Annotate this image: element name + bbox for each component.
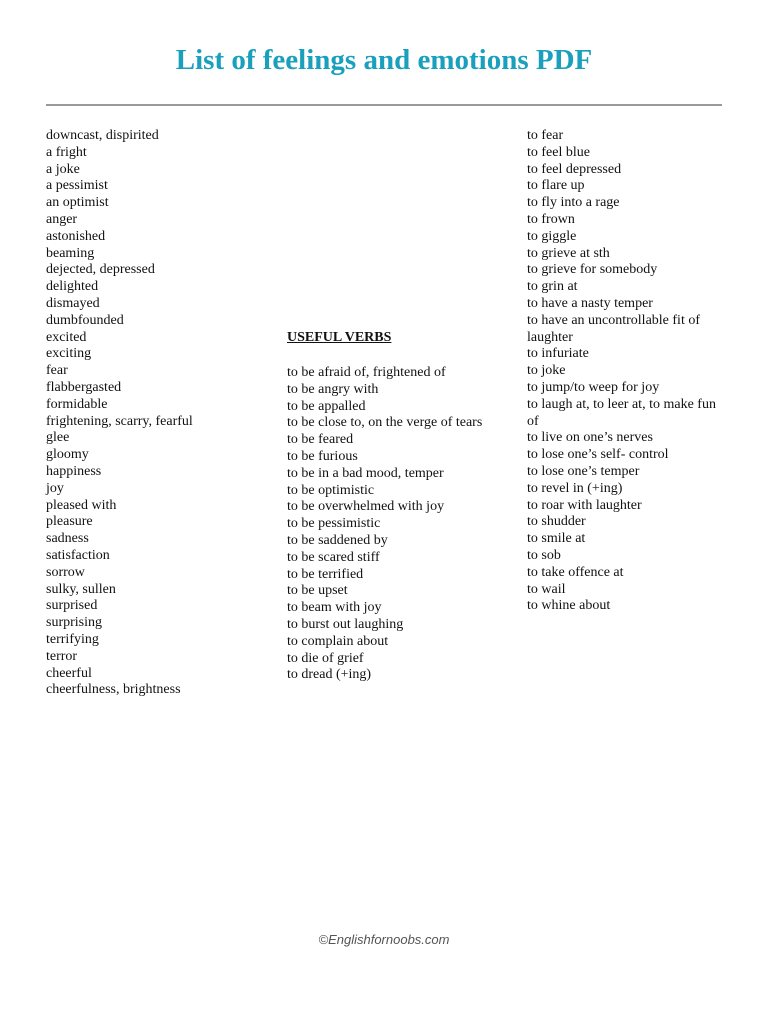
list-item: joy — [46, 480, 64, 496]
list-item: to be angry with — [287, 381, 379, 397]
feelings-list — [46, 128, 266, 699]
list-item: delighted — [46, 279, 99, 295]
list-item: to be afraid of, frightened of — [287, 365, 446, 380]
list-item: cheerfulness, brightness — [46, 682, 181, 698]
list-item: to lose one’s self- control — [527, 447, 669, 463]
list-item: to be saddened by — [287, 532, 388, 548]
list-item: glee — [46, 430, 70, 446]
list-item: to wail — [527, 581, 566, 597]
list-item: to grieve at sth — [527, 245, 610, 261]
list-item: an optimist — [46, 195, 109, 211]
title-divider — [46, 104, 722, 106]
list-item: to be terrified — [287, 566, 364, 582]
list-item: downcast, dispirited — [46, 128, 159, 143]
list-item: to have an uncontrollable fit of laughter — [527, 312, 700, 345]
list-item: to roar with laughter — [527, 497, 642, 513]
list-item: to laugh at, to leer at, to make fun of — [527, 396, 716, 429]
list-item: terror — [46, 648, 78, 664]
page-title: List of feelings and emotions PDF — [175, 44, 593, 76]
list-item: to take offence at — [527, 564, 624, 580]
list-item: to frown — [527, 211, 575, 227]
list-item: terrifying — [46, 631, 99, 647]
list-item: to be appalled — [287, 398, 366, 414]
list-item: cheerful — [46, 665, 92, 681]
list-item: dejected, depressed — [46, 262, 155, 278]
list-item: to be optimistic — [287, 482, 375, 498]
list-item: a joke — [46, 161, 80, 177]
list-item: beaming — [46, 245, 95, 261]
list-item: to dread (+ing) — [287, 667, 372, 683]
list-item: frightening, scarry, fearful — [46, 413, 193, 429]
list-item: surprised — [46, 598, 98, 614]
list-item: to fly into a rage — [527, 195, 620, 211]
list-item: to burst out laughing — [287, 616, 404, 632]
list-item: to feel depressed — [527, 161, 622, 177]
list-item: satisfaction — [46, 547, 110, 563]
list-item: to live on one’s nerves — [527, 430, 653, 446]
list-item: pleased with — [46, 497, 117, 513]
list-item: to joke — [527, 363, 566, 379]
verbs-list-continued — [527, 128, 727, 615]
list-item: formidable — [46, 396, 108, 412]
list-item: sadness — [46, 531, 89, 547]
list-item: sorrow — [46, 564, 85, 580]
list-item: to complain about — [287, 633, 389, 649]
list-item: gloomy — [46, 447, 89, 463]
list-item: to jump/to weep for joy — [527, 379, 660, 395]
list-item: a pessimist — [46, 178, 108, 194]
list-item: surprising — [46, 615, 102, 631]
list-item: to shudder — [527, 514, 586, 530]
copyright-footer: ©Englishfornoobs.com — [318, 932, 450, 947]
list-item: to be in a bad mood, temper — [287, 465, 444, 481]
list-item: to whine about — [527, 598, 611, 614]
list-item: exciting — [46, 346, 92, 362]
list-item: flabbergasted — [46, 379, 122, 395]
list-item: to infuriate — [527, 346, 589, 362]
list-item: to die of grief — [287, 650, 364, 666]
useful-verbs-list — [287, 365, 487, 684]
list-item: to be furious — [287, 448, 358, 464]
list-item: to beam with joy — [287, 600, 382, 616]
list-item: to smile at — [527, 531, 586, 547]
list-item: to be overwhelmed with joy — [287, 499, 445, 515]
list-item: a fright — [46, 144, 87, 160]
list-item: sulky, sullen — [46, 581, 116, 597]
list-item: to have a nasty temper — [527, 295, 653, 311]
list-item: astonished — [46, 228, 106, 244]
list-item: to be scared stiff — [287, 549, 380, 565]
list-item: dismayed — [46, 295, 100, 311]
list-item: to sob — [527, 547, 561, 563]
list-item: fear — [46, 363, 68, 379]
list-item: to be pessimistic — [287, 516, 381, 532]
list-item: to giggle — [527, 228, 577, 244]
list-item: excited — [46, 329, 87, 345]
list-item: to lose one’s temper — [527, 463, 640, 479]
list-item: to revel in (+ing) — [527, 480, 623, 496]
list-item: to fear — [527, 128, 564, 143]
list-item: happiness — [46, 463, 102, 479]
list-item: to be feared — [287, 432, 354, 448]
list-item: to feel blue — [527, 144, 590, 160]
list-item: dumbfounded — [46, 312, 124, 328]
list-item: anger — [46, 211, 78, 227]
list-item: to be upset — [287, 583, 348, 599]
list-item: to flare up — [527, 178, 585, 194]
list-item: to grin at — [527, 279, 578, 295]
list-item: pleasure — [46, 514, 93, 530]
useful-verbs-heading: USEFUL VERBS — [287, 330, 392, 345]
list-item: to be close to, on the verge of tears — [287, 415, 483, 431]
list-item: to grieve for somebody — [527, 262, 658, 278]
